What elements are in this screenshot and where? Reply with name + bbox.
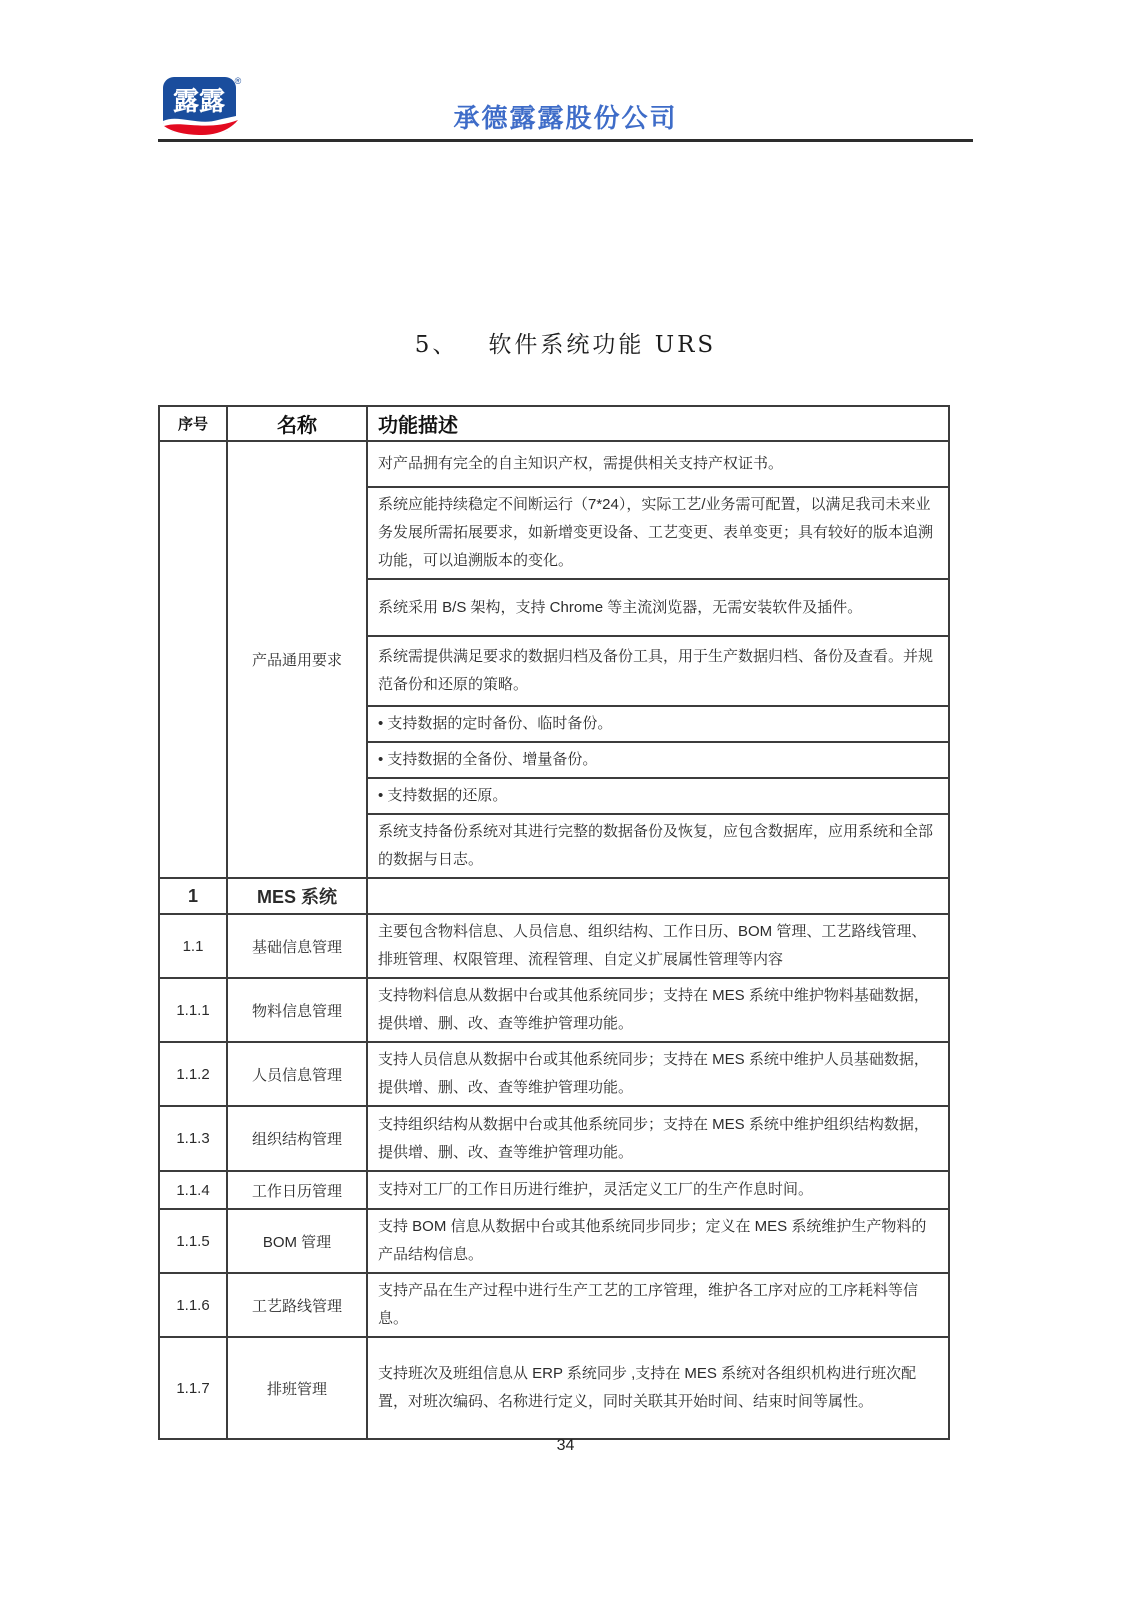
serial-cell: 1.1.3 bbox=[159, 1106, 227, 1171]
serial-cell: 1.1.1 bbox=[159, 978, 227, 1042]
name-cell: MES 系统 bbox=[227, 878, 367, 914]
serial-cell: 1.1.4 bbox=[159, 1171, 227, 1209]
desc-cell: 支持物料信息从数据中台或其他系统同步；支持在 MES 系统中维护物料基础数据，提供增、删、改、查等维护管理功能。 bbox=[367, 978, 949, 1042]
table-row bbox=[159, 1042, 949, 1106]
name-cell: 工艺路线管理 bbox=[227, 1273, 367, 1337]
general-desc-cell: 系统应能持续稳定不间断运行（7*24），实际工艺/业务需可配置，以满足我司未来业务发展所需拓展要求，如新增变更设备、工艺变更、表单变更；具有较好的版本追溯功能，可以追溯版本的变化。 bbox=[367, 487, 949, 579]
column-header-serial: 序号 bbox=[159, 406, 227, 441]
section-number: 5、 bbox=[414, 332, 459, 358]
serial-cell: 1.1.5 bbox=[159, 1209, 227, 1273]
general-desc-bullet: • 支持数据的定时备份、临时备份。 bbox=[367, 706, 949, 742]
section-title bbox=[0, 326, 1131, 359]
document-header bbox=[0, 0, 1131, 150]
header-divider bbox=[158, 139, 973, 142]
general-serial-cell bbox=[159, 441, 227, 878]
desc-cell: 支持产品在生产过程中进行生产工艺的工序管理，维护各工序对应的工序耗料等信息。 bbox=[367, 1273, 949, 1337]
table-row bbox=[159, 914, 949, 978]
column-header-name: 名称 bbox=[227, 406, 367, 441]
table-row bbox=[159, 1171, 949, 1209]
general-desc-cell: 系统需提供满足要求的数据归档及备份工具，用于生产数据归档、备份及查看。并规范备份和还原的策略。 bbox=[367, 636, 949, 706]
table-row bbox=[159, 1337, 949, 1439]
serial-cell: 1.1.7 bbox=[159, 1337, 227, 1439]
general-name-cell: 产品通用要求 bbox=[227, 441, 367, 878]
general-desc-cell: 系统采用 B/S 架构，支持 Chrome 等主流浏览器，无需安装软件及插件。 bbox=[367, 579, 949, 636]
table-row bbox=[159, 1273, 949, 1337]
name-cell: 排班管理 bbox=[227, 1337, 367, 1439]
logo-characters: 露露 bbox=[172, 86, 226, 116]
desc-cell: 支持人员信息从数据中台或其他系统同步；支持在 MES 系统中维护人员基础数据，提供增、删、改、查等维护管理功能。 bbox=[367, 1042, 949, 1106]
serial-cell: 1.1.2 bbox=[159, 1042, 227, 1106]
table-row bbox=[159, 978, 949, 1042]
desc-cell bbox=[367, 878, 949, 914]
name-cell: 基础信息管理 bbox=[227, 914, 367, 978]
table-row bbox=[159, 1106, 949, 1171]
company-title: 承德露露股份公司 bbox=[453, 103, 678, 133]
logo-registered-mark: ® bbox=[234, 76, 242, 86]
general-desc-cell: 系统支持备份系统对其进行完整的数据备份及恢复，应包含数据库，应用系统和全部的数据与日志。 bbox=[367, 814, 949, 878]
desc-cell: 支持 BOM 信息从数据中台或其他系统同步同步；定义在 MES 系统维护生产物料的产品结构信息。 bbox=[367, 1209, 949, 1273]
column-header-desc: 功能描述 bbox=[367, 406, 949, 441]
general-desc-cell: 对产品拥有完全的自主知识产权，需提供相关支持产权证书。 bbox=[367, 441, 949, 487]
general-desc-bullet: • 支持数据的还原。 bbox=[367, 778, 949, 814]
table-header-row bbox=[159, 406, 949, 441]
desc-cell: 支持组织结构从数据中台或其他系统同步；支持在 MES 系统中维护组织结构数据，提供增、删、改、查等维护管理功能。 bbox=[367, 1106, 949, 1171]
name-cell: 工作日历管理 bbox=[227, 1171, 367, 1209]
table-row bbox=[159, 1209, 949, 1273]
table-row-mes-system bbox=[159, 878, 949, 914]
page-number: 34 bbox=[556, 1437, 575, 1454]
serial-cell: 1.1.6 bbox=[159, 1273, 227, 1337]
general-desc-bullet: • 支持数据的全备份、增量备份。 bbox=[367, 742, 949, 778]
urs-table bbox=[158, 405, 950, 1440]
serial-cell: 1 bbox=[159, 878, 227, 914]
name-cell: 物料信息管理 bbox=[227, 978, 367, 1042]
serial-cell: 1.1 bbox=[159, 914, 227, 978]
name-cell: 组织结构管理 bbox=[227, 1106, 367, 1171]
name-cell: 人员信息管理 bbox=[227, 1042, 367, 1106]
desc-cell: 支持对工厂的工作日历进行维护，灵活定义工厂的生产作息时间。 bbox=[367, 1171, 949, 1209]
desc-cell: 主要包含物料信息、人员信息、组织结构、工作日历、BOM 管理、工艺路线管理、排班管理、权限管理、流程管理、自定义扩展属性管理等内容 bbox=[367, 914, 949, 978]
name-cell: BOM 管理 bbox=[227, 1209, 367, 1273]
desc-cell: 支持班次及班组信息从 ERP 系统同步 ,支持在 MES 系统对各组织机构进行班次配置，对班次编码、名称进行定义，同时关联其开始时间、结束时间等属性。 bbox=[367, 1337, 949, 1439]
section-title-text: 软件系统功能 URS bbox=[488, 332, 717, 358]
table-row bbox=[159, 441, 949, 487]
